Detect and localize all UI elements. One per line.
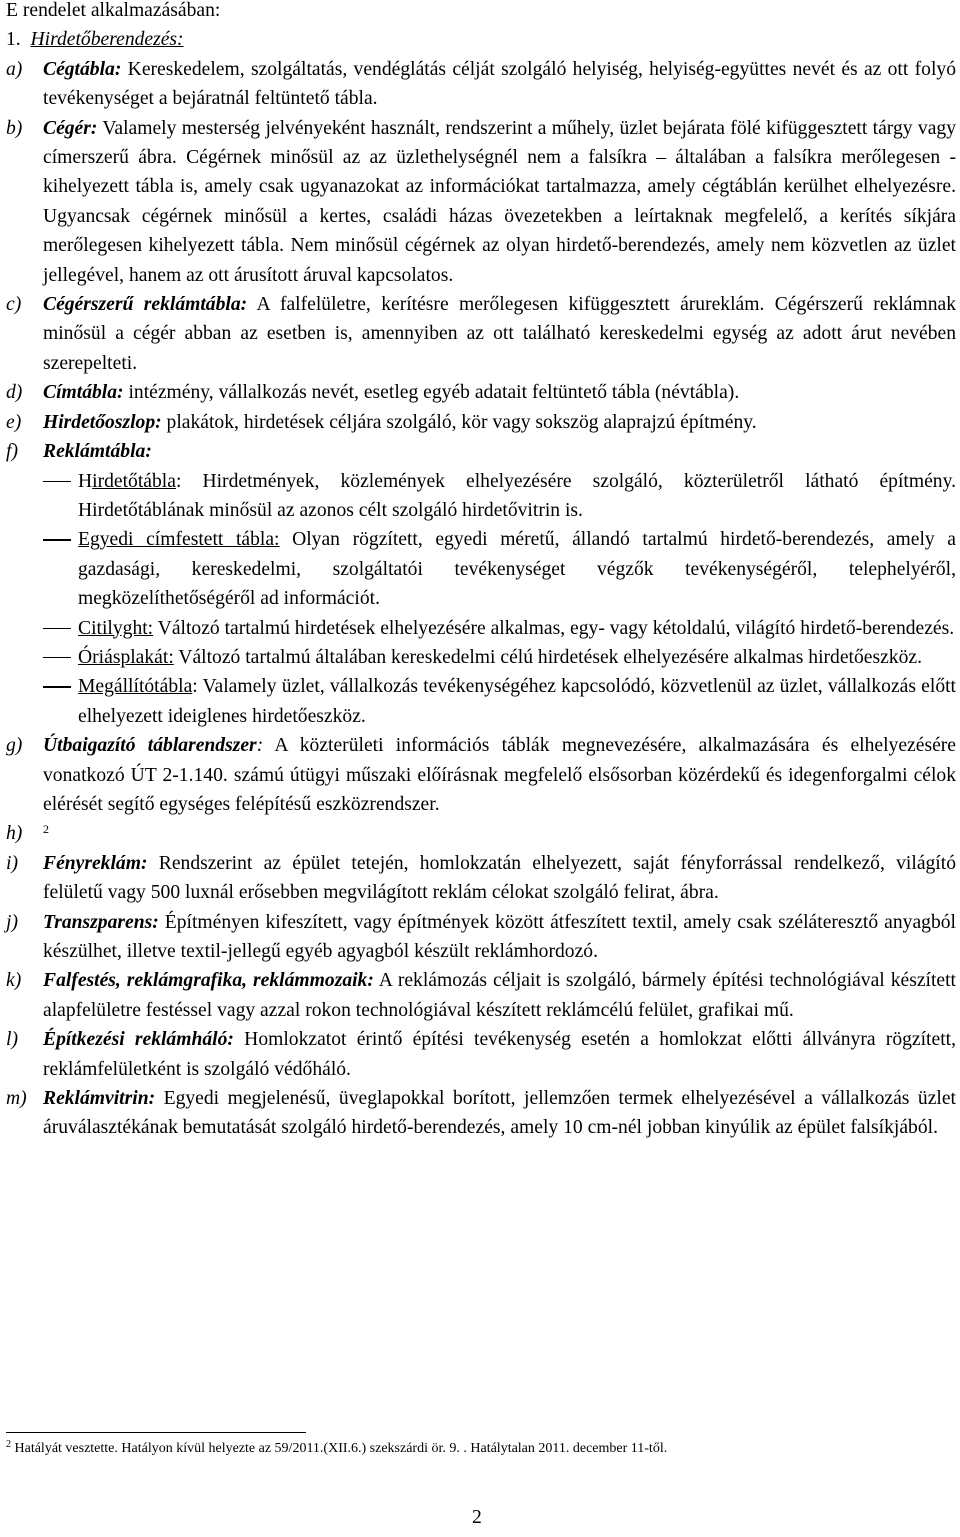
intro-text: E rendelet alkalmazásában:	[6, 0, 221, 21]
definition-d	[6, 378, 956, 407]
subitem-prefix: H	[78, 470, 93, 492]
definition-text: Egyedi megjelenésű, üveglapokkal borított, jellemzően termek elhelyezésével a vállalkozás üzlet áruválasztékának bemutatását szolgáló hirdető-berendezés, amely 10 cm-nél jobban kinyúlik az épület falsíkjából.	[43, 1088, 956, 1139]
item-label: a)	[6, 58, 23, 80]
subitem-term: Citilyght:	[78, 617, 154, 639]
item-label: l)	[6, 1029, 18, 1051]
definition-e	[6, 408, 956, 437]
definition-f	[6, 437, 956, 466]
item-label: b)	[6, 117, 23, 139]
subitem-term: irdetőtábla	[92, 470, 176, 492]
definition-a	[6, 55, 956, 114]
section-number: 1.	[6, 29, 21, 51]
subitem-megallitotabla	[6, 672, 956, 731]
footnote-number: 2	[6, 1439, 11, 1450]
definition-i	[6, 849, 956, 908]
subitem-egyedi-cimfestett-tabla	[6, 525, 956, 613]
footnote	[6, 1440, 956, 1458]
document-body	[6, 0, 956, 1143]
definition-m	[6, 1084, 956, 1143]
definition-term: Építkezési reklámháló:	[43, 1029, 234, 1051]
item-label: h)	[6, 823, 23, 845]
definition-term: Cégérszerű reklámtábla:	[43, 294, 248, 316]
page-number: 2	[472, 1507, 482, 1528]
definition-text: A falfelületre, kerítésre merőlegesen kifüggesztett árureklám. Cégérszerű reklámnak minősül a cégér abban az esetben is, amennyiben az ott található kereskedelmi egység az adott árut nevében szerepelteti.	[43, 294, 956, 374]
item-label: e)	[6, 411, 22, 433]
definition-term: Fényreklám:	[43, 852, 148, 874]
definition-term: Reklámtábla:	[43, 441, 152, 463]
definition-c	[6, 290, 956, 378]
definition-text: Kereskedelem, szolgáltatás, vendéglátás célját szolgáló helyiség, helyiség-együttes nevét és az ott folyó tevékenységet a bejáratnál feltüntető tábla.	[43, 58, 956, 110]
dash-bullet	[43, 539, 71, 541]
definition-g	[6, 731, 956, 819]
subitem-term: Óriásplakát:	[78, 646, 174, 668]
subitem-term: Egyedi címfestett tábla:	[78, 529, 280, 551]
footnote-text: Hatályát vesztette. Hatályon kívül helyezte az 59/2011.(XII.6.) szekszárdi ör. 9. . Hatálytalan 2011. december 11-től.	[11, 1441, 668, 1456]
definition-term: Cégér:	[43, 117, 98, 139]
definition-k	[6, 966, 956, 1025]
item-label: j)	[6, 911, 18, 933]
subitem-oriasplakat	[6, 643, 956, 672]
definition-term: Reklámvitrin:	[43, 1088, 156, 1110]
definition-l	[6, 1025, 956, 1084]
definition-text: intézmény, vállalkozás nevét, esetleg egyéb adatait feltüntető tábla (névtábla).	[123, 382, 740, 404]
subitem-text: : Valamely üzlet, vállalkozás tevékenységéhez kapcsolódó, közvetlenül az üzlet, vállalkozás előtt elhelyezett ideiglenes hirdetőeszköz.	[78, 676, 956, 727]
item-label: f)	[6, 441, 18, 463]
footnote-divider	[6, 1432, 306, 1433]
definition-term: Címtábla:	[43, 382, 124, 404]
item-label: m)	[6, 1088, 27, 1110]
dash-bullet	[43, 686, 71, 688]
subitem-hirdetotabla	[6, 467, 956, 526]
dash-bullet	[43, 481, 71, 483]
definition-text: A reklámozás céljait is szolgáló, bármely építési technológiával készített alapfelületre festéssel vagy azzal rokon technológiával készített reklámcélú felület, grafikai mű.	[43, 970, 956, 1021]
definition-h	[6, 819, 956, 848]
definition-term: Cégtábla:	[43, 58, 122, 80]
definition-term: Transzparens:	[43, 911, 159, 933]
item-label: c)	[6, 294, 22, 316]
subitem-text: Változó tartalmú általában kereskedelmi célú hirdetések elhelyezésére alkalmas hirdetőeszköz.	[173, 646, 922, 668]
item-label: g)	[6, 735, 23, 757]
dash-bullet	[43, 657, 71, 659]
subitem-term: Megállítótábla	[78, 676, 193, 698]
subitem-text: Olyan rögzített, egyedi méretű, állandó tartalmú hirdető-berendezés, amely a gazdasági, kereskedelmi, szolgáltatói tevékenységet végzők tevékenységéről, telephelyéről, megközelíthetőségéről ad információt.	[78, 529, 956, 610]
item-label: i)	[6, 852, 18, 874]
definition-colon: :	[256, 735, 264, 757]
definition-term: Falfestés, reklámgrafika, reklámmozaik:	[43, 970, 374, 992]
subitem-text: Változó tartalmú hirdetések elhelyezésére alkalmas, egy- vagy kétoldalú, világító hirdető-berendezés.	[153, 617, 955, 639]
footnote-reference: 2	[43, 822, 49, 837]
section-title: Hirdetőberendezés:	[30, 29, 184, 51]
subitem-citilyght	[6, 614, 956, 643]
definition-text: plakátok, hirdetések céljára szolgáló, kör vagy sokszög alaprajzú építmény.	[161, 411, 757, 433]
definition-j	[6, 908, 956, 967]
definition-term: Hirdetőoszlop:	[43, 411, 162, 433]
definition-text: Építményen kifeszített, vagy építmények között átfeszített textil, amely csak széláteresztő anyagból készülhet, illetve textil-jellegű egyéb agyagból készült reklámhordozó.	[43, 911, 956, 962]
item-label: k)	[6, 970, 22, 992]
definition-text: Valamely mesterség jelvényeként használt, rendszerint a műhely, üzlet bejárata fölé kifüggesztett tárgy vagy címerszerű ábra. Cégérnek minősül az az üzlethelységnél nem a falsíkra – általában a falsíkra merőlegesen - kihelyezett tábla is, amely csak ugyanazokat az információkat tartalmazza, amely cégtáblán kerülhet elhelyezésre. Ugyancsak cégérnek minősül a kertes, családi házas övezetekben a leírtaknak megfelelő, a kerítés síkjára merőlegesen kihelyezett tábla. Nem minősül cégérnek az olyan hirdető-berendezés, amely nem közvetlen az üzlet jellegével, hanem az ott árusított áruval kapcsolatos.	[43, 117, 956, 286]
definition-text: A közterületi információs táblák megnevezésére, alkalmazására és elhelyezésére vonatkozó ÚT 2-1.140. számú útügyi műszaki előírásnak megfelelő elsősorban közérdekű és idegenforgalmi célok elérését segítő egységes felépítésű eszközrendszer.	[43, 735, 956, 815]
section-heading	[6, 25, 956, 54]
definition-term: Útbaigazító táblarendszer	[43, 735, 257, 757]
subitem-text: : Hirdetmények, közlemények elhelyezésére szolgáló, közterületről látható építmény. Hirdetőtáblának minősül az azonos célt szolgáló hirdetővitrin is.	[78, 470, 956, 521]
item-label: d)	[6, 382, 23, 404]
definition-text: Rendszerint az épület tetején, homlokzatán elhelyezett, saját fényforrással rendelkező, világító felületű vagy 500 luxnál erősebben megvilágított reklám célokat szolgáló felirat, ábra.	[43, 852, 956, 904]
definition-b	[6, 114, 956, 290]
definition-text: Homlokzatot érintő építési tevékenység esetén a homlokzat előtti állványra rögzített, reklámfelületként is szolgáló védőháló.	[43, 1029, 956, 1080]
dash-bullet	[43, 628, 71, 630]
